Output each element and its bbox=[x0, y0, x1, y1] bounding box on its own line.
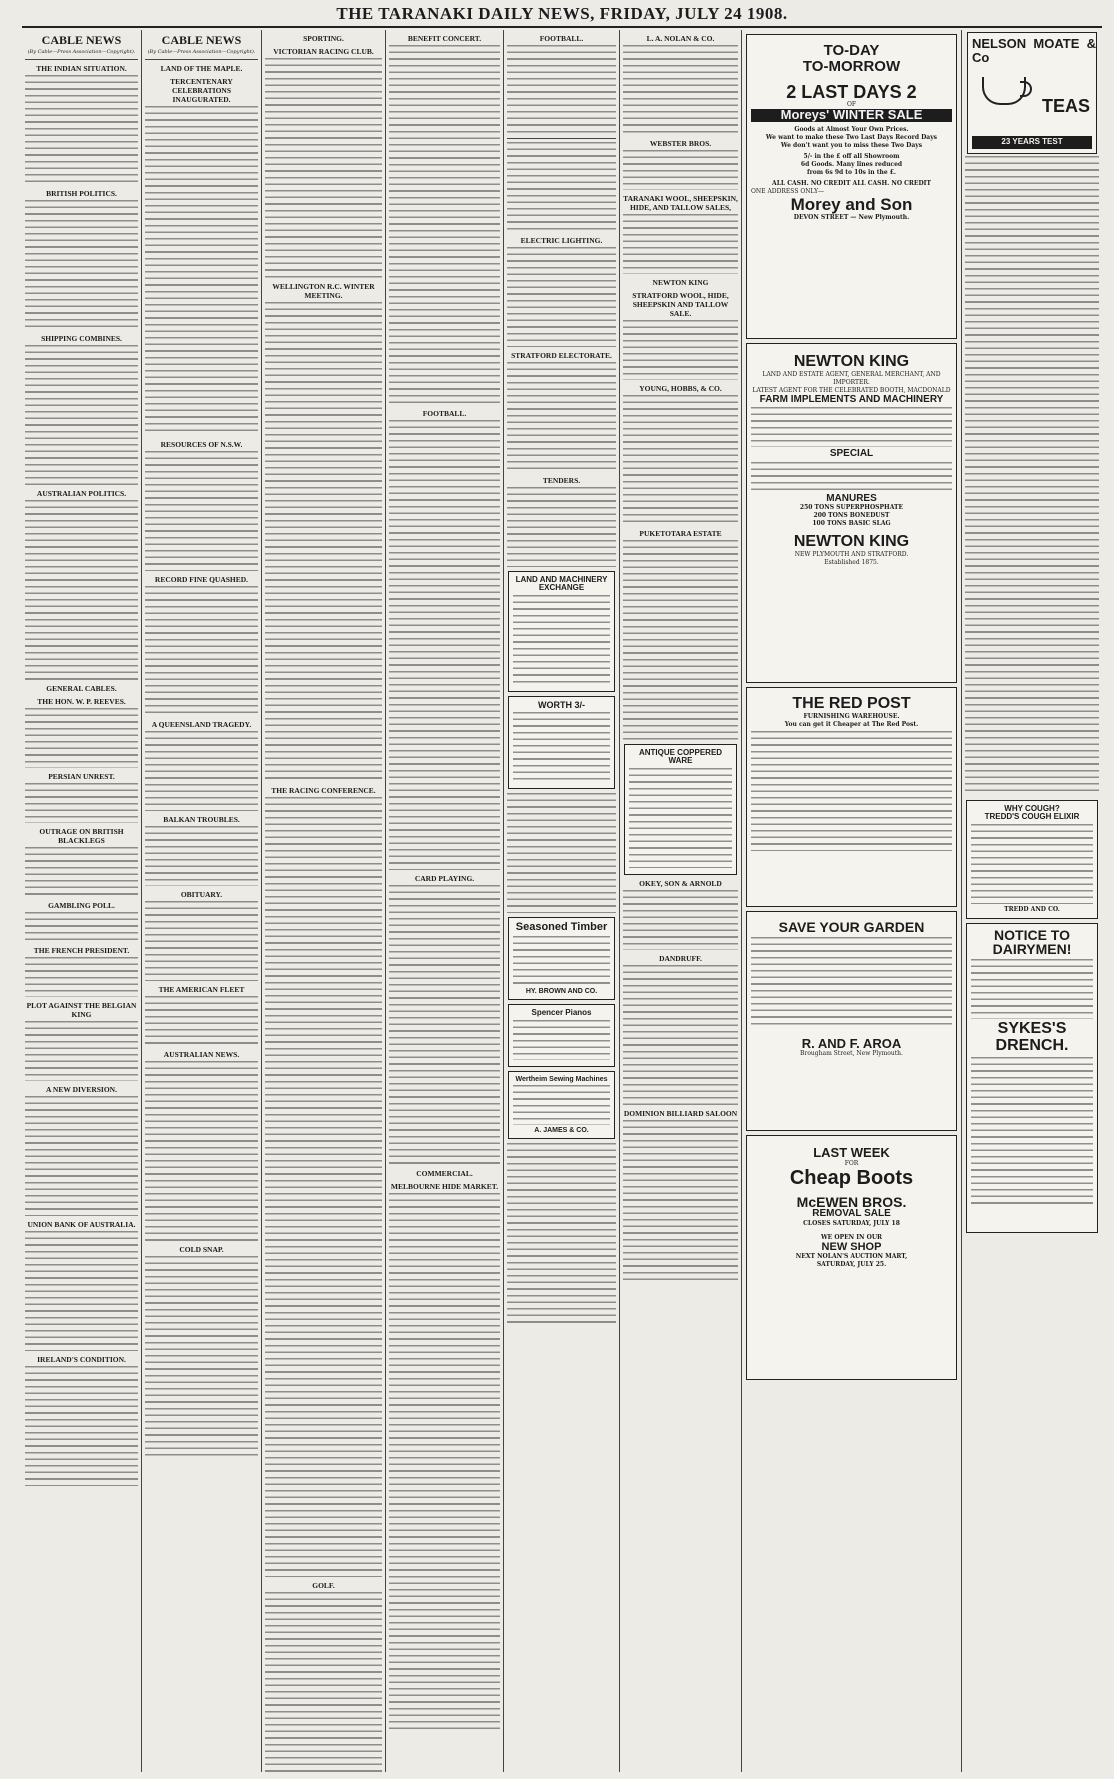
ad-sykes-drench: NOTICE TO DAIRYMEN! SYKES'S DRENCH. bbox=[966, 923, 1098, 1233]
ad-seasoned-timber: Seasoned Timber HY. BROWN AND CO. bbox=[508, 917, 615, 1000]
article-heading: PERSIAN UNREST. bbox=[48, 771, 115, 781]
article-heading: FOOTBALL. bbox=[422, 409, 467, 418]
ad-newton-king: NEWTON KING LAND AND ESTATE AGENT, GENERAL MERCHANT, AND IMPORTER. LATEST AGENT FOR THE CELEBRATED BOOTH, MACDONALD FARM IMPLEMENTS AND MACHINERY SPECIAL MANURES 250 TONS SUPERPHOSPHATE 200 TONS BONEDUST 100 TONS BASIC SLAG NEWTON KING NEW PLYMOUTH AND STRATFORD. Established 1875. bbox=[746, 343, 957, 683]
ad-nelson-teas: NELSON MOATE & Co TEAS 23 YEARS TEST bbox=[967, 32, 1097, 154]
column-small-ads bbox=[962, 30, 1102, 1772]
ad-mcewen-boots: LAST WEEK FOR Cheap Boots McEWEN BROS. REMOVAL SALE CLOSES SATURDAY, JULY 18 WE OPEN IN OUR NEW SHOP NEXT NOLAN'S AUCTION MART, SATURDAY, JULY 25. bbox=[746, 1135, 957, 1380]
article-heading: RESOURCES OF N.S.W. bbox=[160, 439, 243, 449]
article-heading: THE INDIAN SITUATION. bbox=[36, 63, 127, 73]
article-heading: THE HON. W. P. REEVES. bbox=[37, 696, 126, 706]
ad-wertheim: Wertheim Sewing Machines A. JAMES & CO. bbox=[508, 1071, 615, 1140]
ad-heading: NEWTON KING bbox=[652, 278, 709, 287]
article-heading: GOLF. bbox=[312, 1581, 335, 1590]
article-heading: BRITISH POLITICS. bbox=[46, 188, 117, 198]
article-heading: AUSTRALIAN POLITICS. bbox=[36, 488, 127, 498]
article-heading: OBITUARY. bbox=[180, 889, 223, 899]
article-heading: ELECTRIC LIGHTING. bbox=[520, 236, 603, 245]
article-heading: TERCENTENARY CELEBRATIONS INAUGURATED. bbox=[170, 76, 233, 104]
article-heading: THE RACING CONFERENCE. bbox=[271, 786, 376, 795]
article-heading: LAND OF THE MAPLE. bbox=[160, 63, 243, 73]
column-sporting bbox=[262, 30, 386, 1772]
article-heading: GAMBLING POLL. bbox=[48, 900, 115, 910]
ad-heading: YOUNG, HOBBS, & CO. bbox=[639, 384, 722, 393]
ad-heading: WEBSTER BROS. bbox=[649, 139, 712, 148]
ad-heading: PUKETOTARA ESTATE bbox=[639, 529, 722, 538]
article-heading: GENERAL CABLES. bbox=[46, 683, 117, 693]
article-heading: FOOTBALL. bbox=[539, 34, 584, 43]
article-heading: COLD SNAP. bbox=[179, 1244, 224, 1254]
section-sub: (By Cable—Press Association—Copyright). bbox=[27, 49, 136, 55]
ad-antique: ANTIQUE COPPERED WARE bbox=[624, 744, 737, 875]
article-heading: AUSTRALIAN NEWS. bbox=[163, 1049, 240, 1059]
article-heading: RECORD FINE QUASHED. bbox=[154, 574, 249, 584]
article-heading: OUTRAGE ON BRITISH BLACKLEGS bbox=[39, 826, 124, 845]
article-heading: THE FRENCH PRESIDENT. bbox=[33, 945, 130, 955]
column-large-ads bbox=[742, 30, 962, 1772]
ad-land-machinery: LAND AND MACHINERY EXCHANGE bbox=[508, 571, 615, 692]
section-header: CABLE NEWS bbox=[41, 33, 122, 47]
masthead: THE TARANAKI DAILY NEWS, FRIDAY, JULY 24 1908. bbox=[22, 4, 1102, 28]
article-heading: BENEFIT CONCERT. bbox=[407, 34, 482, 43]
ad-heading: DANDRUFF. bbox=[659, 953, 702, 963]
section-sub: (By Cable—Press Association—Copyright). bbox=[147, 49, 256, 55]
article-heading: TENDERS. bbox=[542, 476, 581, 485]
ad-tredds-cough: WHY COUGH? TREDD'S COUGH ELIXIR TREDD AND CO. bbox=[966, 800, 1098, 919]
column-cable-news-1 bbox=[22, 30, 142, 1772]
ad-worth: WORTH 3/- bbox=[508, 696, 615, 789]
teacup-handle-icon bbox=[1020, 81, 1032, 97]
article-heading: IRELAND'S CONDITION. bbox=[37, 1354, 126, 1364]
article-heading: SPORTING. bbox=[303, 34, 344, 43]
article-heading: THE AMERICAN FLEET bbox=[158, 984, 245, 994]
ad-red-post: THE RED POST FURNISHING WAREHOUSE. You can get it Cheaper at The Red Post. bbox=[746, 687, 957, 907]
article-heading: MELBOURNE HIDE MARKET. bbox=[390, 1182, 499, 1191]
column-concert bbox=[386, 30, 504, 1772]
column-notices bbox=[504, 30, 620, 1772]
ad-heading: OKEY, SON & ARNOLD bbox=[639, 878, 722, 888]
ad-heading: DOMINION BILLIARD SALOON bbox=[623, 1108, 738, 1118]
ad-heading: STRATFORD WOOL, HIDE, SHEEPSKIN AND TALLOW SALE. bbox=[632, 291, 729, 318]
article-heading: A NEW DIVERSION. bbox=[46, 1084, 117, 1094]
article-heading: CARD PLAYING. bbox=[414, 874, 475, 883]
article-heading: COMMERCIAL. bbox=[416, 1169, 473, 1178]
article-heading: STRATFORD ELECTORATE. bbox=[511, 351, 612, 360]
ad-heading: TARANAKI WOOL, SHEEPSKIN, HIDE, AND TALLOW SALES, bbox=[623, 194, 738, 212]
article-heading: BALKAN TROUBLES. bbox=[163, 814, 240, 824]
article-heading: A QUEENSLAND TRAGEDY. bbox=[151, 719, 252, 729]
article-heading: WELLINGTON R.C. WINTER MEETING. bbox=[272, 282, 375, 300]
ad-save-garden: SAVE YOUR GARDEN R. AND F. AROA Brougham Street, New Plymouth. bbox=[746, 911, 957, 1131]
column-auctions bbox=[620, 30, 742, 1772]
article-heading: PLOT AGAINST THE BELGIAN KING bbox=[26, 1000, 137, 1019]
ad-moreys-winter-sale: TO-DAY TO-MORROW 2 LAST DAYS 2 OF Moreys' WINTER SALE Goods at Almost Your Own Prices. We want to make these Two Last Days Record Days We don't want you to miss these Two Days 5/- in the £ off all Showroom 6d Goods. Many lines reduced from 6s 9d to 10s in the £. ALL CASH. NO CREDIT ALL CASH. NO CREDIT ONE ADDRESS ONLY— Morey and Son DEVON STREET — New Plymouth. bbox=[746, 34, 957, 339]
article-heading: SHIPPING COMBINES. bbox=[41, 333, 122, 343]
ad-heading: L. A. NOLAN & CO. bbox=[646, 34, 715, 43]
article-heading: VICTORIAN RACING CLUB. bbox=[273, 47, 374, 56]
ad-spencer-pianos: Spencer Pianos bbox=[508, 1004, 615, 1066]
column-cable-news-2 bbox=[142, 30, 262, 1772]
section-header: CABLE NEWS bbox=[161, 33, 242, 47]
article-heading: UNION BANK OF AUSTRALIA. bbox=[27, 1219, 136, 1229]
